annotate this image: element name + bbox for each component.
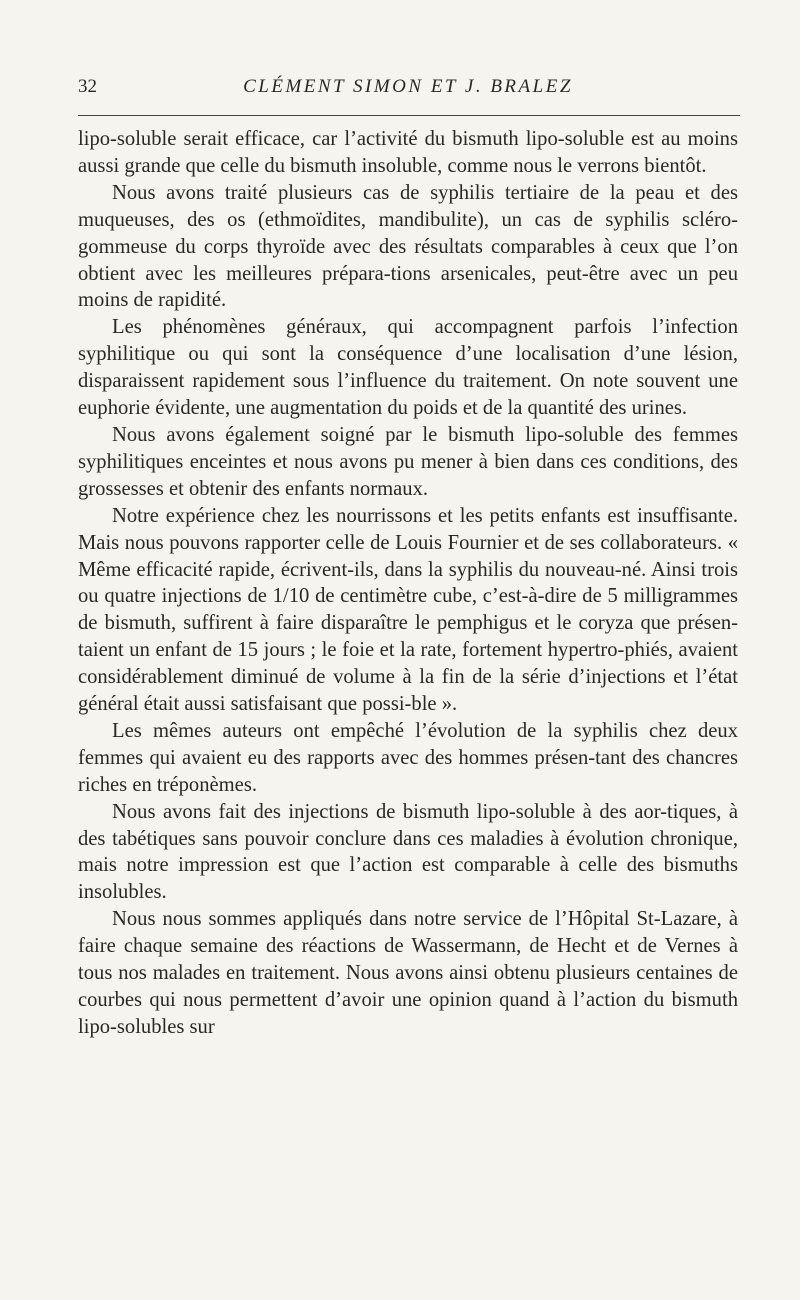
page-header xyxy=(78,76,738,102)
paragraph: Nous nous sommes appliqués dans notre service de l’Hôpital St-Lazare, à faire chaque semaine des réactions de Wassermann, de Hecht et de Vernes à tous nos malades en traitement. Nous avons ainsi obtenu plusieurs centaines de courbes qui nous permettent d’avoir une opinion quand à l’action du bismuth lipo-solubles sur xyxy=(78,908,738,1038)
paragraph: Notre expérience chez les nourrissons et les petits enfants est insuffisante. Mais nous pouvons rapporter celle de Louis Fournier et de ses collaborateurs. « Même efficacité rapide, écrivent-ils, dans la syphilis du nouveau-né. Ainsi trois ou quatre injections de 1/10 de centimètre cube, c’est-à-dire de 5 milligrammes de bismuth, suffirent à faire disparaître le pemphigus et le coryza que présen-taient un enfant de 15 jours ; le foie et la rate, fortement hypertro-phiés, avaient considérablement diminué de volume à la fin de la série d’injections et l’état général était aussi satisfaisant que possi-ble ». xyxy=(78,504,738,716)
paragraph: Nous avons traité plusieurs cas de syphilis tertiaire de la peau et des muqueuses, des os (ethmoïdites, mandibulite), un cas de syphilis scléro-gommeuse du corps thyroïde avec des résultats comparables à ceux que l’on obtient avec les meilleures prépara-tions arsenicales, peut-être avec un peu moins de rapidité. xyxy=(78,181,738,312)
header-rule xyxy=(78,115,740,116)
paragraph: Les mêmes auteurs ont empêché l’évolution de la syphilis chez deux femmes qui avaient eu des rapports avec des hommes présen-tant des chancres riches en tréponèmes. xyxy=(78,719,738,796)
paragraph: Nous avons fait des injections de bismuth lipo-soluble à des aor-tiques, à des tabétiques sans pouvoir conclure dans ces maladies à évolution chronique, mais notre impression est que l’action est comparable à celle des bismuths insolubles. xyxy=(78,800,738,904)
page-number: 32 xyxy=(78,76,97,97)
body-text xyxy=(78,126,738,1041)
running-title: CLÉMENT SIMON ET J. BRALEZ xyxy=(243,76,573,97)
paragraph: Nous avons également soigné par le bismuth lipo-soluble des femmes syphilitiques enceintes et nous avons pu mener à bien dans ces conditions, des grossesses et obtenir des enfants normaux. xyxy=(78,423,738,500)
paragraph: Les phénomènes généraux, qui accompagnent parfois l’infection syphilitique ou qui sont la conséquence d’une localisation d’une lésion, disparaissent rapidement sous l’influence du traitement. On note souvent une euphorie évidente, une augmentation du poids et de la quantité des urines. xyxy=(78,316,738,420)
paragraph: lipo-soluble serait efficace, car l’activité du bismuth lipo-soluble est au moins aussi grande que celle du bismuth insoluble, comme nous le verrons bientôt. xyxy=(78,128,738,177)
